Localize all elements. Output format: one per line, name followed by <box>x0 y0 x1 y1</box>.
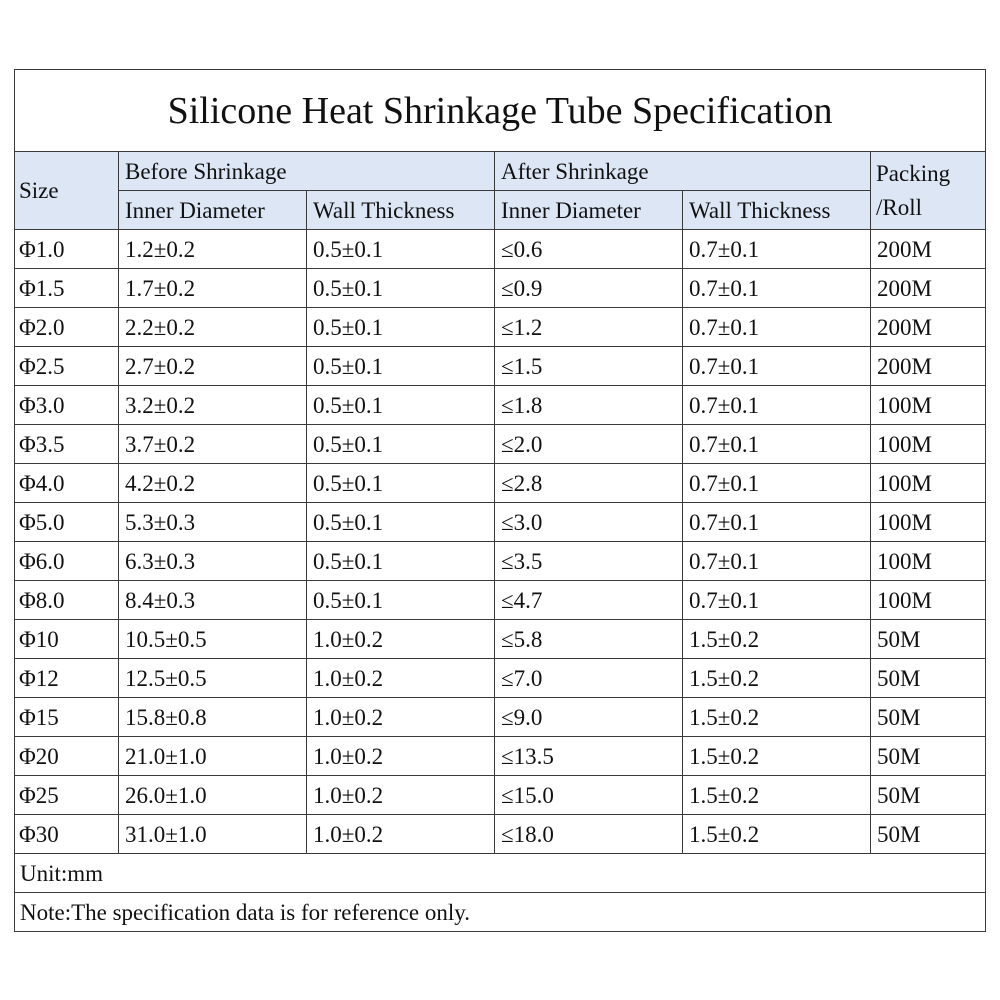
cell-wall-thickness-after: 0.7±0.1 <box>683 425 871 464</box>
cell-size: Φ5.0 <box>15 503 119 542</box>
cell-wall-thickness-before: 0.5±0.1 <box>307 347 495 386</box>
cell-packing: 200M <box>871 308 986 347</box>
cell-inner-diameter-before: 2.2±0.2 <box>119 308 307 347</box>
unit-row <box>15 854 986 893</box>
cell-wall-thickness-after: 0.7±0.1 <box>683 542 871 581</box>
cell-size: Φ10 <box>15 620 119 659</box>
cell-wall-thickness-before: 0.5±0.1 <box>307 308 495 347</box>
cell-packing: 50M <box>871 776 986 815</box>
cell-wall-thickness-before: 1.0±0.2 <box>307 776 495 815</box>
cell-wall-thickness-before: 0.5±0.1 <box>307 581 495 620</box>
cell-packing: 200M <box>871 230 986 269</box>
cell-packing: 100M <box>871 386 986 425</box>
cell-packing: 200M <box>871 347 986 386</box>
cell-packing: 50M <box>871 815 986 854</box>
cell-inner-diameter-after: ≤3.0 <box>495 503 683 542</box>
header-size: Size <box>15 152 119 230</box>
table-row <box>15 269 986 308</box>
cell-packing: 100M <box>871 542 986 581</box>
cell-wall-thickness-after: 0.7±0.1 <box>683 464 871 503</box>
cell-wall-thickness-after: 1.5±0.2 <box>683 776 871 815</box>
cell-wall-thickness-before: 1.0±0.2 <box>307 815 495 854</box>
cell-size: Φ4.0 <box>15 464 119 503</box>
cell-inner-diameter-after: ≤2.0 <box>495 425 683 464</box>
cell-inner-diameter-after: ≤15.0 <box>495 776 683 815</box>
cell-wall-thickness-after: 1.5±0.2 <box>683 659 871 698</box>
cell-inner-diameter-after: ≤1.2 <box>495 308 683 347</box>
cell-size: Φ25 <box>15 776 119 815</box>
cell-wall-thickness-before: 0.5±0.1 <box>307 503 495 542</box>
cell-packing: 100M <box>871 425 986 464</box>
cell-packing: 50M <box>871 698 986 737</box>
cell-wall-thickness-after: 0.7±0.1 <box>683 386 871 425</box>
cell-size: Φ1.5 <box>15 269 119 308</box>
cell-inner-diameter-before: 2.7±0.2 <box>119 347 307 386</box>
table-title: Silicone Heat Shrinkage Tube Specification <box>15 70 986 152</box>
cell-inner-diameter-before: 12.5±0.5 <box>119 659 307 698</box>
header-wall-thickness-after: Wall Thickness <box>683 191 871 230</box>
cell-wall-thickness-after: 0.7±0.1 <box>683 308 871 347</box>
table-row <box>15 737 986 776</box>
cell-inner-diameter-before: 15.8±0.8 <box>119 698 307 737</box>
cell-inner-diameter-before: 8.4±0.3 <box>119 581 307 620</box>
cell-packing: 100M <box>871 464 986 503</box>
header-row-sub <box>15 191 986 230</box>
cell-inner-diameter-after: ≤3.5 <box>495 542 683 581</box>
header-after-shrinkage: After Shrinkage <box>495 152 871 191</box>
cell-inner-diameter-after: ≤2.8 <box>495 464 683 503</box>
table-row <box>15 386 986 425</box>
cell-wall-thickness-before: 0.5±0.1 <box>307 269 495 308</box>
table-row <box>15 698 986 737</box>
cell-inner-diameter-before: 3.7±0.2 <box>119 425 307 464</box>
cell-inner-diameter-after: ≤1.8 <box>495 386 683 425</box>
table-row <box>15 503 986 542</box>
header-inner-diameter-before: Inner Diameter <box>119 191 307 230</box>
cell-size: Φ30 <box>15 815 119 854</box>
table-row <box>15 308 986 347</box>
table-row <box>15 620 986 659</box>
cell-wall-thickness-after: 0.7±0.1 <box>683 581 871 620</box>
header-packing-roll <box>871 152 986 230</box>
cell-size: Φ8.0 <box>15 581 119 620</box>
title-row <box>15 70 986 152</box>
cell-wall-thickness-after: 1.5±0.2 <box>683 815 871 854</box>
cell-size: Φ6.0 <box>15 542 119 581</box>
cell-inner-diameter-before: 1.7±0.2 <box>119 269 307 308</box>
header-row-group <box>15 152 986 191</box>
cell-inner-diameter-after: ≤18.0 <box>495 815 683 854</box>
cell-wall-thickness-before: 0.5±0.1 <box>307 230 495 269</box>
cell-wall-thickness-before: 0.5±0.1 <box>307 542 495 581</box>
cell-inner-diameter-before: 21.0±1.0 <box>119 737 307 776</box>
cell-inner-diameter-before: 3.2±0.2 <box>119 386 307 425</box>
cell-wall-thickness-after: 1.5±0.2 <box>683 737 871 776</box>
note-row <box>15 893 986 932</box>
cell-size: Φ3.5 <box>15 425 119 464</box>
cell-inner-diameter-after: ≤5.8 <box>495 620 683 659</box>
cell-inner-diameter-after: ≤9.0 <box>495 698 683 737</box>
cell-wall-thickness-after: 1.5±0.2 <box>683 698 871 737</box>
unit-note: Unit:mm <box>15 854 986 893</box>
cell-inner-diameter-after: ≤0.6 <box>495 230 683 269</box>
cell-inner-diameter-after: ≤13.5 <box>495 737 683 776</box>
packing-label-line2: /Roll <box>876 194 923 220</box>
table-row <box>15 659 986 698</box>
cell-packing: 200M <box>871 269 986 308</box>
table-row <box>15 425 986 464</box>
cell-inner-diameter-after: ≤4.7 <box>495 581 683 620</box>
cell-wall-thickness-before: 0.5±0.1 <box>307 464 495 503</box>
cell-inner-diameter-before: 26.0±1.0 <box>119 776 307 815</box>
header-inner-diameter-after: Inner Diameter <box>495 191 683 230</box>
cell-wall-thickness-before: 1.0±0.2 <box>307 620 495 659</box>
cell-inner-diameter-after: ≤1.5 <box>495 347 683 386</box>
cell-wall-thickness-before: 0.5±0.1 <box>307 425 495 464</box>
cell-inner-diameter-after: ≤7.0 <box>495 659 683 698</box>
cell-inner-diameter-before: 5.3±0.3 <box>119 503 307 542</box>
cell-packing: 100M <box>871 503 986 542</box>
table-row <box>15 347 986 386</box>
reference-note: Note:The specification data is for reference only. <box>15 893 986 932</box>
table-row <box>15 815 986 854</box>
cell-size: Φ3.0 <box>15 386 119 425</box>
cell-wall-thickness-after: 0.7±0.1 <box>683 503 871 542</box>
cell-packing: 50M <box>871 620 986 659</box>
cell-size: Φ20 <box>15 737 119 776</box>
cell-wall-thickness-before: 1.0±0.2 <box>307 737 495 776</box>
spec-table <box>14 69 986 932</box>
cell-inner-diameter-before: 4.2±0.2 <box>119 464 307 503</box>
header-before-shrinkage: Before Shrinkage <box>119 152 495 191</box>
table-row <box>15 542 986 581</box>
cell-wall-thickness-after: 0.7±0.1 <box>683 230 871 269</box>
cell-packing: 50M <box>871 659 986 698</box>
cell-size: Φ15 <box>15 698 119 737</box>
cell-inner-diameter-before: 1.2±0.2 <box>119 230 307 269</box>
table-row <box>15 464 986 503</box>
cell-wall-thickness-after: 0.7±0.1 <box>683 347 871 386</box>
cell-wall-thickness-before: 1.0±0.2 <box>307 698 495 737</box>
cell-inner-diameter-after: ≤0.9 <box>495 269 683 308</box>
cell-size: Φ1.0 <box>15 230 119 269</box>
cell-wall-thickness-after: 0.7±0.1 <box>683 269 871 308</box>
cell-wall-thickness-after: 1.5±0.2 <box>683 620 871 659</box>
cell-size: Φ2.5 <box>15 347 119 386</box>
table-row <box>15 776 986 815</box>
packing-label-line1: Packing <box>876 161 951 187</box>
cell-packing: 100M <box>871 581 986 620</box>
table-row <box>15 581 986 620</box>
cell-size: Φ2.0 <box>15 308 119 347</box>
cell-size: Φ12 <box>15 659 119 698</box>
cell-packing: 50M <box>871 737 986 776</box>
cell-inner-diameter-before: 6.3±0.3 <box>119 542 307 581</box>
cell-inner-diameter-before: 31.0±1.0 <box>119 815 307 854</box>
cell-wall-thickness-before: 0.5±0.1 <box>307 386 495 425</box>
cell-wall-thickness-before: 1.0±0.2 <box>307 659 495 698</box>
table-row <box>15 230 986 269</box>
header-wall-thickness-before: Wall Thickness <box>307 191 495 230</box>
cell-inner-diameter-before: 10.5±0.5 <box>119 620 307 659</box>
